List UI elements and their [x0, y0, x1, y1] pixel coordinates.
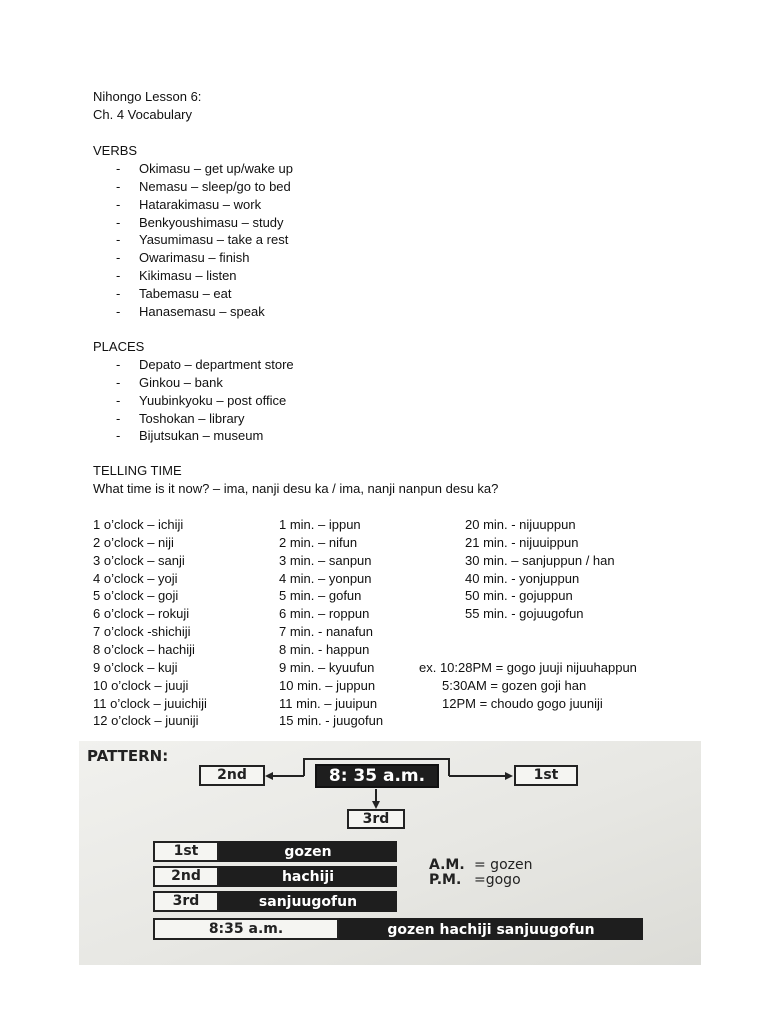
- verbs-item: Owarimasu – finish: [139, 250, 250, 266]
- verbs-heading: VERBS: [93, 143, 138, 158]
- hour-entry: 4 o’clock – yoji: [93, 570, 178, 586]
- pattern-row-1st-label: 1st: [153, 841, 219, 862]
- page-title: Nihongo Lesson 6:: [93, 89, 202, 104]
- telling-time-heading: TELLING TIME: [93, 463, 182, 478]
- tens-minute-entry: 30 min. – sanjuppun / han: [465, 552, 615, 568]
- minute-entry: 2 min. – nifun: [279, 534, 358, 550]
- bullet-dash: -: [116, 374, 121, 390]
- am-label: A.M.: [429, 857, 465, 873]
- pattern-title: PATTERN:: [87, 747, 169, 765]
- minute-entry: 7 min. - nanafun: [279, 624, 373, 640]
- hour-entry: 8 o’clock – hachiji: [93, 641, 195, 657]
- bullet-dash: -: [116, 250, 121, 266]
- bullet-dash: -: [116, 161, 121, 176]
- bullet-dash: -: [116, 392, 121, 408]
- minute-entry: 11 min. – juuipun: [279, 695, 378, 711]
- bullet-dash: -: [116, 285, 121, 301]
- bullet-dash: -: [116, 268, 121, 284]
- minute-entry: 6 min. – roppun: [279, 606, 370, 622]
- bullet-dash: -: [116, 410, 121, 426]
- hour-entry: 7 o’clock -shichiji: [93, 624, 191, 640]
- page-subtitle: Ch. 4 Vocabulary: [93, 107, 193, 122]
- bullet-dash: -: [116, 196, 121, 212]
- hour-entry: 10 o’clock – juuji: [93, 677, 189, 693]
- bullet-dash: -: [116, 232, 121, 248]
- pattern-full-value: gozen hachiji sanjuugofun: [339, 918, 643, 940]
- verbs-item: Nemasu – sleep/go to bed: [139, 178, 291, 194]
- bullet-dash: -: [116, 357, 121, 372]
- verbs-item: Kikimasu – listen: [139, 268, 237, 284]
- bullet-dash: -: [116, 214, 121, 230]
- pattern-row-2nd-label: 2nd: [153, 866, 219, 887]
- pattern-row-3rd-value: sanjuugofun: [219, 891, 397, 912]
- hour-entry: 3 o’clock – sanji: [93, 552, 185, 568]
- minute-entry: 5 min. – gofun: [279, 588, 362, 604]
- places-item: Depato – department store: [139, 357, 294, 372]
- places-item: Bijutsukan – museum: [139, 428, 264, 444]
- pm-value: =gogo: [474, 872, 521, 888]
- hour-entry: 1 o’clock – ichiji: [93, 517, 184, 532]
- pattern-full-label: 8:35 a.m.: [153, 918, 339, 940]
- minute-entry: 1 min. – ippun: [279, 517, 361, 532]
- minute-entry: 15 min. - juugofun: [279, 713, 384, 729]
- pattern-box-1st: 1st: [514, 765, 578, 786]
- tens-minute-entry: 20 min. - nijuuppun: [465, 517, 576, 532]
- pattern-row-3rd-label: 3rd: [153, 891, 219, 912]
- verbs-item: Hanasemasu – speak: [139, 303, 265, 319]
- bullet-dash: -: [116, 428, 121, 444]
- places-item: Toshokan – library: [139, 410, 245, 426]
- hour-entry: 2 o’clock – niji: [93, 534, 174, 550]
- verbs-item: Tabemasu – eat: [139, 285, 232, 301]
- pattern-box-time: 8: 35 a.m.: [315, 764, 439, 788]
- tens-minute-entry: 21 min. - nijuuippun: [465, 534, 579, 550]
- tens-minute-entry: 55 min. - gojuugofun: [465, 606, 584, 622]
- places-item: Ginkou – bank: [139, 374, 223, 390]
- minute-entry: 4 min. – yonpun: [279, 570, 372, 586]
- bullet-dash: -: [116, 303, 121, 319]
- hour-entry: 11 o’clock – juuichiji: [93, 695, 207, 711]
- tens-minute-entry: 40 min. - yonjuppun: [465, 570, 580, 586]
- tens-minute-entry: 50 min. - gojuppun: [465, 588, 573, 604]
- hour-entry: 5 o’clock – goji: [93, 588, 179, 604]
- places-item: Yuubinkyoku – post office: [139, 392, 287, 408]
- verbs-item: Benkyoushimasu – study: [139, 214, 284, 230]
- example-entry: ex. 10:28PM = gogo juuji nijuuhappun: [419, 660, 637, 675]
- telling-time-question: What time is it now? – ima, nanji desu ka / ima, nanji nanpun desu ka?: [93, 481, 499, 496]
- minute-entry: 10 min. – juppun: [279, 677, 376, 693]
- pattern-row-1st-value: gozen: [219, 841, 397, 862]
- hour-entry: 12 o’clock – juuniji: [93, 713, 199, 729]
- pattern-box-2nd: 2nd: [199, 765, 265, 786]
- bullet-dash: -: [116, 178, 121, 194]
- am-value: = gozen: [474, 857, 533, 873]
- places-heading: PLACES: [93, 339, 145, 354]
- pattern-photo: [79, 741, 701, 965]
- hour-entry: 9 o’clock – kuji: [93, 659, 178, 675]
- minute-entry: 9 min. – kyuufun: [279, 659, 375, 675]
- pm-label: P.M.: [429, 872, 462, 888]
- example-entry: 5:30AM = gozen goji han: [442, 677, 587, 693]
- hour-entry: 6 o’clock – rokuji: [93, 606, 190, 622]
- verbs-item: Okimasu – get up/wake up: [139, 161, 293, 176]
- verbs-item: Hatarakimasu – work: [139, 196, 262, 212]
- minute-entry: 3 min. – sanpun: [279, 552, 372, 568]
- minute-entry: 8 min. - happun: [279, 641, 370, 657]
- pattern-box-3rd: 3rd: [347, 809, 405, 829]
- example-entry: 12PM = choudo gogo juuniji: [442, 695, 603, 711]
- verbs-item: Yasumimasu – take a rest: [139, 232, 289, 248]
- pattern-row-2nd-value: hachiji: [219, 866, 397, 887]
